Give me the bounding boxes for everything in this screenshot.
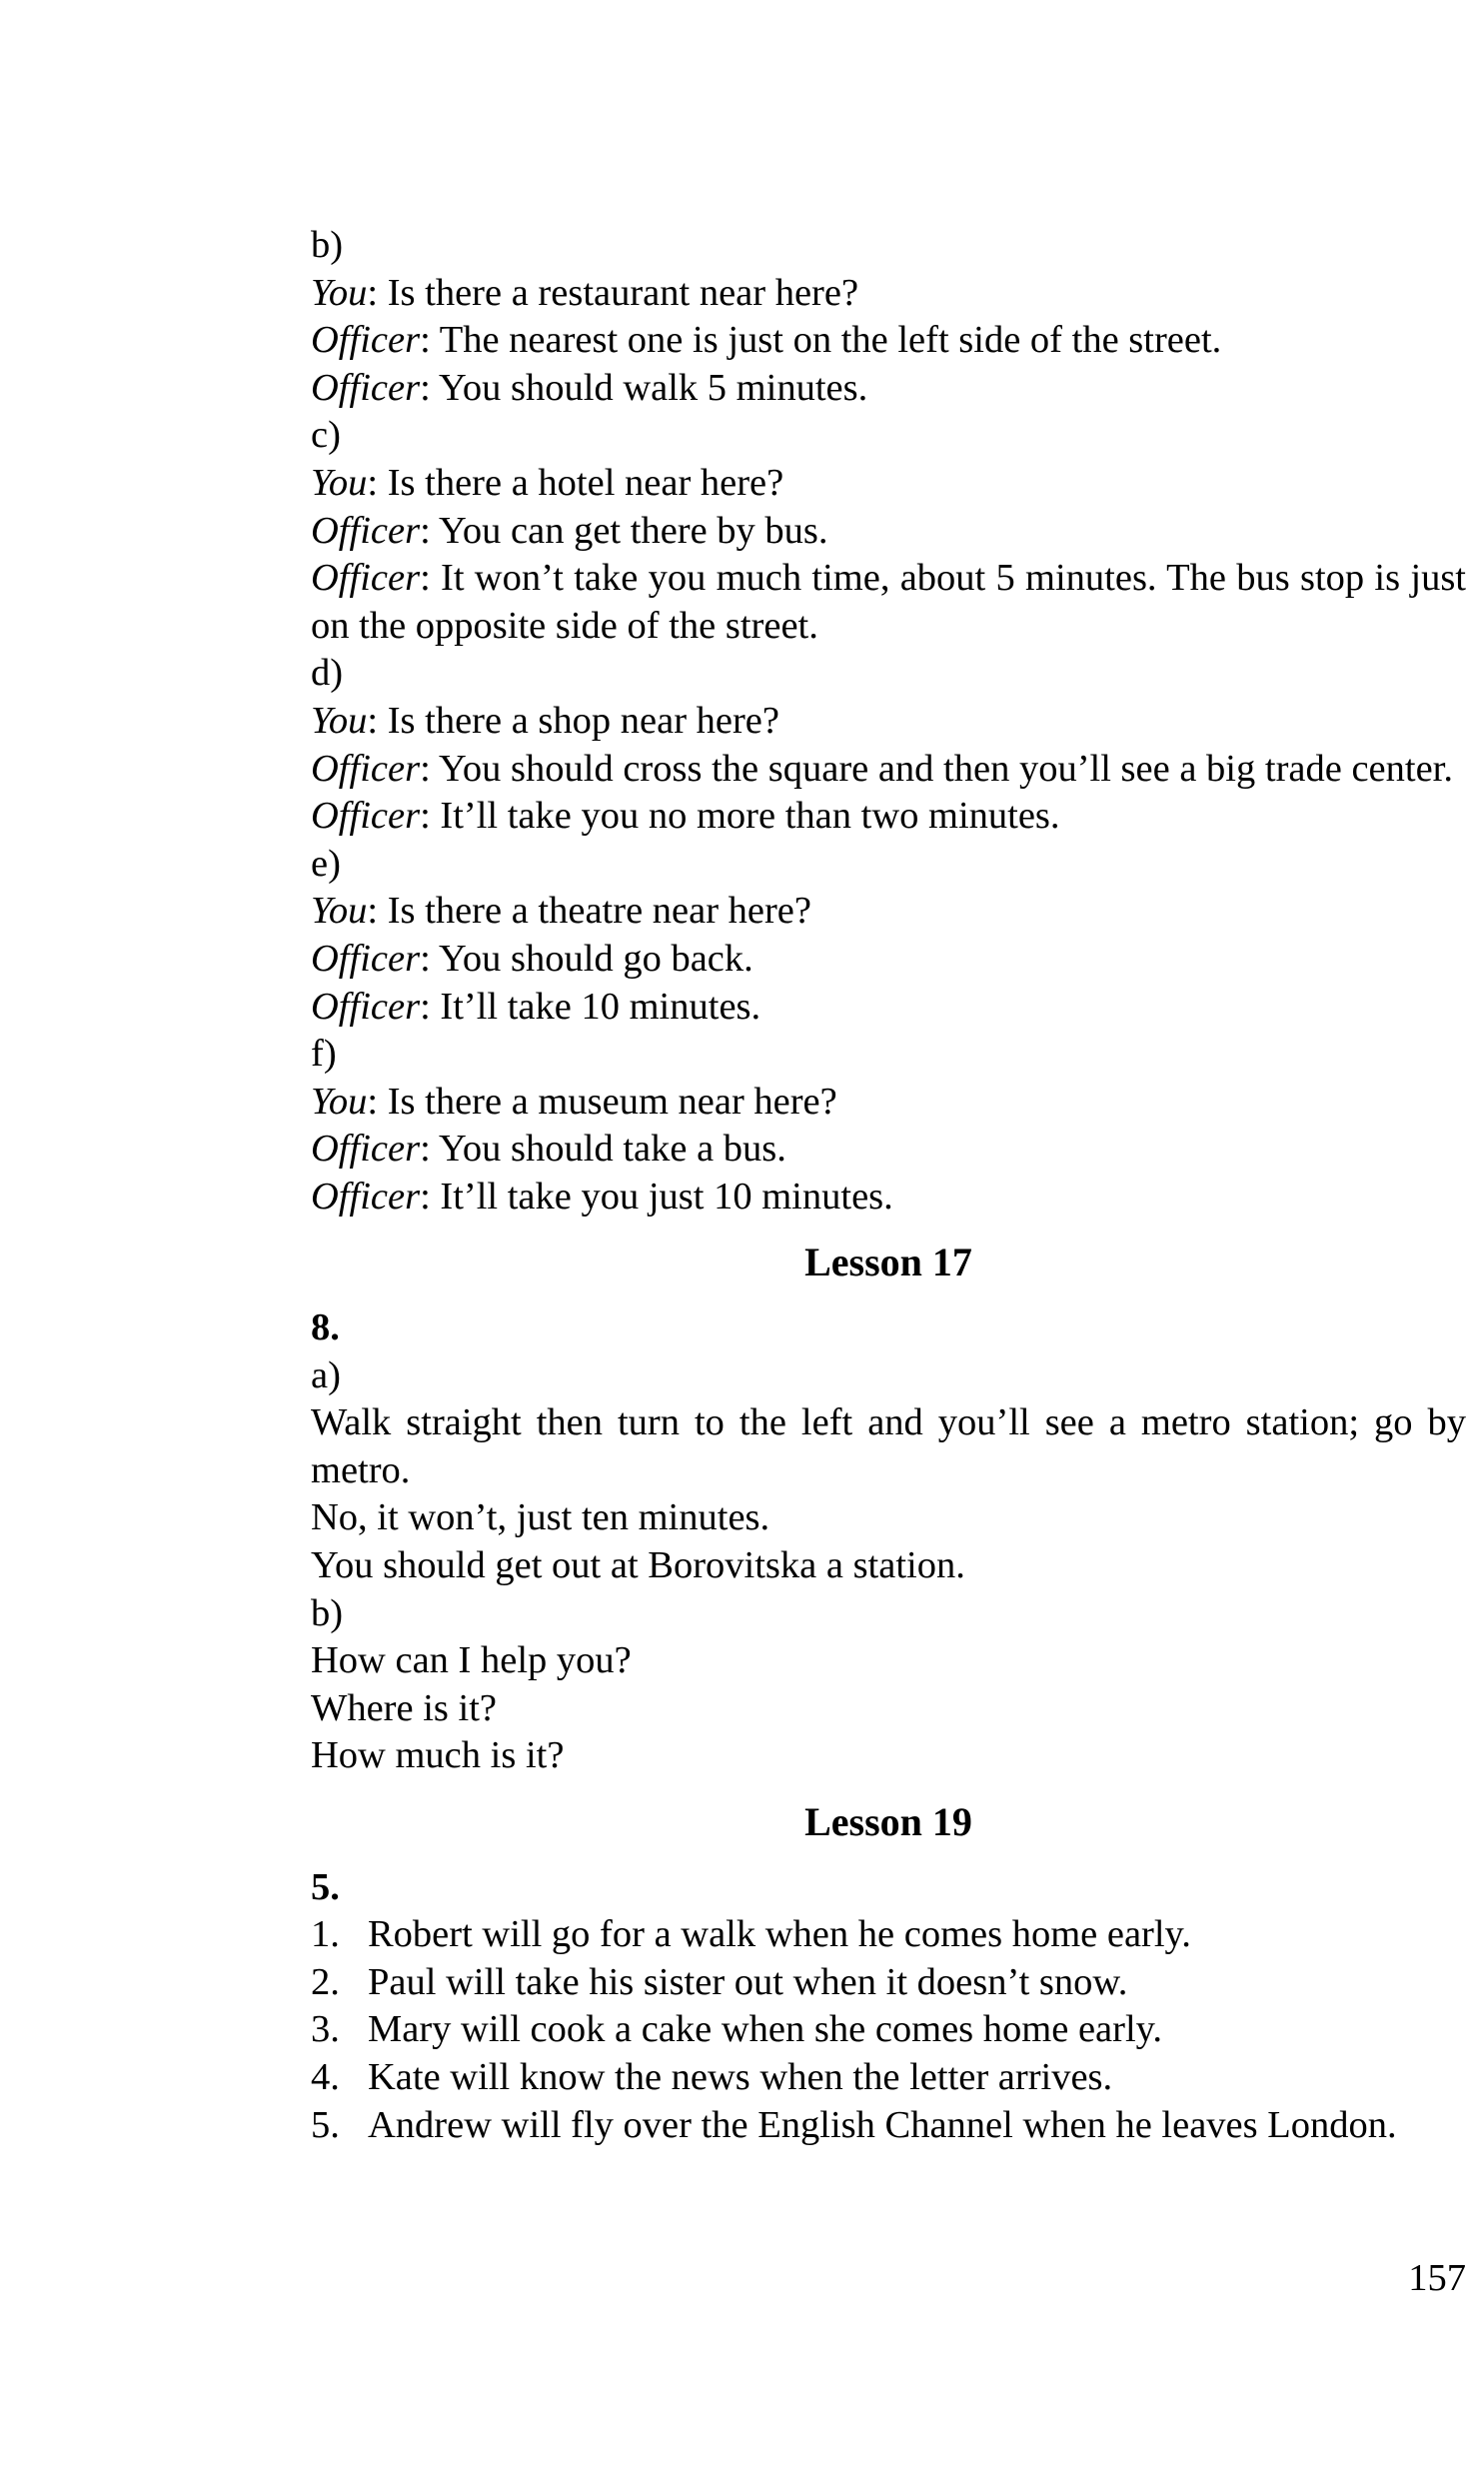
- speech-text: : Is there a hotel near here?: [367, 461, 784, 504]
- part-label: a): [311, 1353, 341, 1396]
- dialogue-line: [311, 936, 1466, 984]
- speaker-name: Officer: [311, 557, 421, 600]
- lesson-19-section: [311, 1798, 1466, 2149]
- list-number: 3.: [311, 2008, 340, 2051]
- lesson-heading: Lesson 19: [804, 1799, 972, 1844]
- dialogue-line: [311, 1174, 1466, 1222]
- answer-line: Where is it?: [311, 1686, 497, 1729]
- list-item: [311, 2054, 1466, 2102]
- speech-text: : Is there a museum near here?: [367, 1080, 837, 1123]
- lesson-heading: Lesson 17: [804, 1239, 972, 1285]
- list-text: Kate will know the news when the letter arrives.: [368, 2055, 1113, 2098]
- page-content: [311, 222, 1466, 2149]
- list-text: Robert will go for a walk when he comes home early.: [368, 1913, 1191, 1956]
- dialogue-e: [311, 841, 1466, 1031]
- speaker-name: Officer: [311, 509, 421, 552]
- dialogue-line: [311, 365, 1466, 413]
- speaker-name: Officer: [311, 1175, 421, 1218]
- page-number: 157: [1408, 2257, 1466, 2299]
- dialogue-line: [311, 984, 1466, 1032]
- speaker-name: You: [311, 461, 368, 504]
- speech-text: : You should take a bus.: [420, 1128, 786, 1171]
- answer-line: Walk straight then turn to the left and you’ll see a metro station; go by metro.: [311, 1401, 1466, 1491]
- speaker-name: Officer: [311, 1128, 421, 1171]
- speech-text: : You can get there by bus.: [420, 509, 828, 552]
- speech-text: : Is there a restaurant near here?: [367, 271, 859, 314]
- answer-line: You should get out at Borovitska a station.: [311, 1544, 965, 1587]
- dialogue-line: [311, 508, 1466, 556]
- list-item: [311, 1959, 1466, 2007]
- speaker-name: You: [311, 699, 368, 742]
- dialogue-d: [311, 650, 1466, 840]
- answer-line: How can I help you?: [311, 1639, 632, 1682]
- speaker-name: Officer: [311, 319, 421, 362]
- speaker-name: You: [311, 1080, 368, 1123]
- answer-line: How much is it?: [311, 1734, 565, 1777]
- list-text: Andrew will fly over the English Channel when he leaves London.: [368, 2103, 1397, 2146]
- speech-text: : It’ll take you just 10 minutes.: [420, 1175, 893, 1218]
- dialogue-label: c): [311, 414, 341, 457]
- speech-text: : It’ll take you no more than two minutes.: [420, 795, 1060, 838]
- dialogue-label: f): [311, 1033, 337, 1076]
- dialogue-label: b): [311, 224, 344, 266]
- dialogue-b: [311, 222, 1466, 412]
- dialogue-line: [311, 793, 1466, 841]
- dialogue-line: [311, 317, 1466, 365]
- speech-text: : The nearest one is just on the left side of the street.: [420, 319, 1222, 362]
- dialogue-line: [311, 460, 1466, 508]
- dialogue-line: [311, 270, 1466, 318]
- dialogue-label: e): [311, 842, 341, 885]
- list-item: [311, 2006, 1466, 2054]
- list-item: [311, 1911, 1466, 1959]
- speaker-name: You: [311, 271, 368, 314]
- list-number: 4.: [311, 2055, 340, 2098]
- part-label: b): [311, 1591, 344, 1634]
- speech-text: : It won’t take you much time, about 5 minutes. The bus stop is just on the opposite side of the street.: [311, 557, 1466, 647]
- dialogue-line: [311, 1126, 1466, 1174]
- dialogue-c: [311, 412, 1466, 650]
- list-number: 2.: [311, 1960, 340, 2003]
- speaker-name: Officer: [311, 937, 421, 980]
- dialogue-line: [311, 698, 1466, 746]
- speaker-name: Officer: [311, 366, 421, 409]
- list-number: 5.: [311, 2103, 340, 2146]
- dialogue-line: [311, 555, 1466, 650]
- list-number: 1.: [311, 1913, 340, 1956]
- dialogue-line: [311, 746, 1466, 794]
- list-item: [311, 2102, 1466, 2150]
- speaker-name: You: [311, 890, 368, 933]
- speech-text: : You should walk 5 minutes.: [420, 366, 868, 409]
- speech-text: : Is there a theatre near here?: [367, 890, 811, 933]
- speech-text: : You should go back.: [420, 937, 753, 980]
- speaker-name: Officer: [311, 747, 421, 790]
- speech-text: : You should cross the square and then you’ll see a big trade center.: [420, 747, 1453, 790]
- speaker-name: Officer: [311, 985, 421, 1028]
- speaker-name: Officer: [311, 795, 421, 838]
- dialogue-label: d): [311, 652, 344, 695]
- list-text: Mary will cook a cake when she comes home early.: [368, 2008, 1163, 2051]
- speech-text: : It’ll take 10 minutes.: [420, 985, 761, 1028]
- dialogue-line: [311, 888, 1466, 936]
- answer-line: No, it won’t, just ten minutes.: [311, 1496, 770, 1539]
- dialogue-line: [311, 1079, 1466, 1127]
- exercise-number: 5.: [311, 1865, 340, 1908]
- dialogue-f: [311, 1031, 1466, 1221]
- list-text: Paul will take his sister out when it doesn’t snow.: [368, 1960, 1128, 2003]
- speech-text: : Is there a shop near here?: [367, 699, 779, 742]
- lesson-17-section: [311, 1239, 1466, 1780]
- exercise-number: 8.: [311, 1306, 340, 1349]
